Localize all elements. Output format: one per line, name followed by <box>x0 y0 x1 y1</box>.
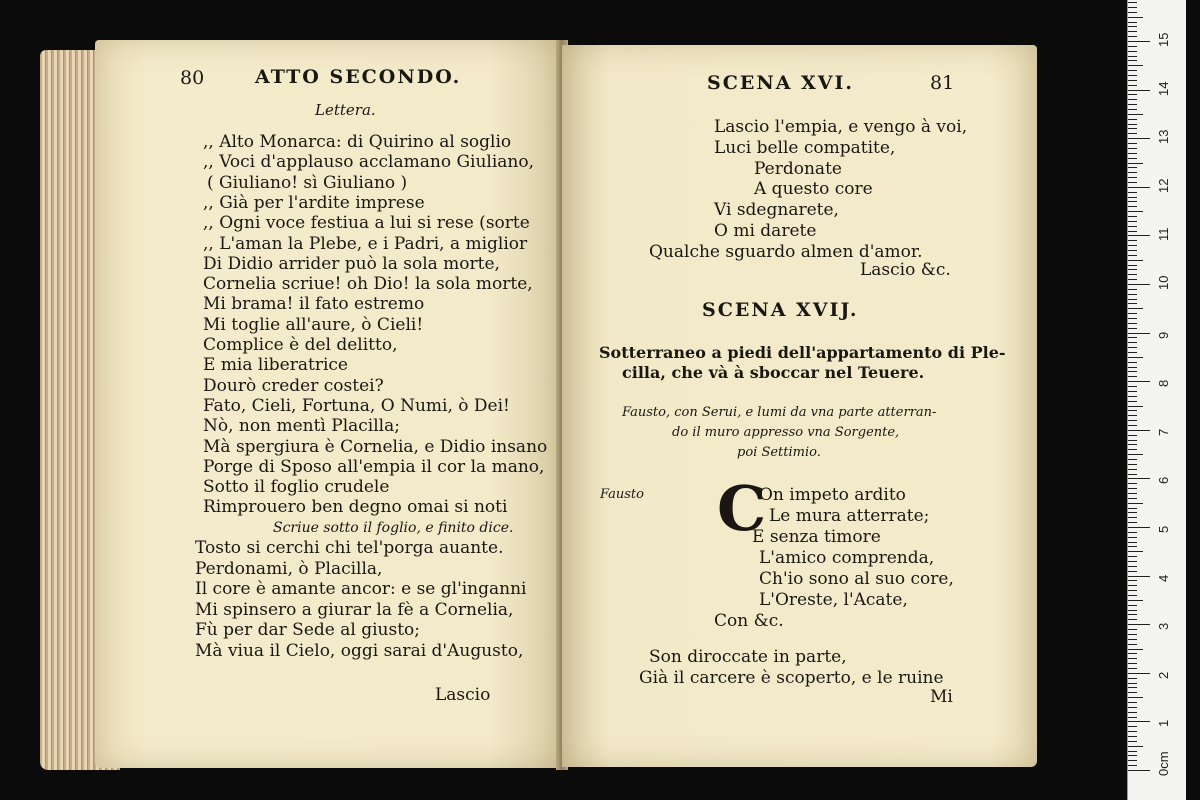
ruler-tick <box>1128 109 1137 110</box>
ruler-tick <box>1128 415 1137 416</box>
ruler-tick <box>1128 342 1137 343</box>
ruler-label: 0cm <box>1156 751 1171 776</box>
ruler-tick <box>1128 90 1150 91</box>
ruler-tick <box>1128 269 1137 270</box>
text-line: Mi toglie all'aure, ò Cieli! <box>203 314 424 335</box>
ruler-tick <box>1128 580 1137 581</box>
ruler-tick <box>1128 158 1137 159</box>
ruler-tick <box>1128 94 1137 95</box>
ruler-tick <box>1128 303 1137 304</box>
text-line: Ch'io sono al suo core, <box>759 569 954 589</box>
ruler-tick <box>1128 308 1143 309</box>
ruler-tick <box>1128 435 1137 436</box>
ruler-label: 13 <box>1156 129 1171 145</box>
ruler-tick <box>1128 289 1137 290</box>
ruler-tick <box>1128 133 1137 134</box>
ruler-tick <box>1128 702 1137 703</box>
ruler-label: 8 <box>1156 379 1171 388</box>
ruler-tick <box>1128 46 1137 47</box>
left-page <box>95 40 560 768</box>
text-line: Vi sdegnarete, <box>714 200 839 221</box>
right-page <box>562 45 1037 767</box>
left-catchword: Lascio <box>435 685 491 705</box>
ruler-tick <box>1128 561 1137 562</box>
ruler-tick <box>1128 444 1137 445</box>
ruler-tick <box>1128 721 1150 722</box>
setting-line-2: cilla, che và à sboccar nel Teuere. <box>622 363 925 382</box>
ruler-tick <box>1128 124 1137 125</box>
ruler-tick <box>1128 760 1137 761</box>
text-line: Sotto il foglio crudele <box>203 477 390 498</box>
ruler-tick <box>1128 673 1150 674</box>
ruler-tick <box>1128 687 1137 688</box>
ruler-label: 3 <box>1156 622 1171 631</box>
ruler-label: 14 <box>1156 81 1171 96</box>
ruler-tick <box>1128 299 1137 300</box>
speaker-name: Fausto <box>600 487 644 502</box>
ruler-tick <box>1128 440 1137 441</box>
ruler-tick <box>1128 425 1137 426</box>
ruler-tick <box>1128 318 1137 319</box>
left-stage-direction: Scriue sotto il foglio, e finito dice. <box>273 520 514 536</box>
ruler-tick <box>1128 474 1137 475</box>
text-line: Qualche sguardo almen d'amor. <box>649 241 923 262</box>
text-line: A questo core <box>754 179 873 200</box>
text-line: Mà viua il Cielo, oggi sarai d'Augusto, <box>195 640 524 661</box>
text-line: On impeto ardito <box>759 485 906 505</box>
ruler-tick <box>1128 595 1137 596</box>
ruler-tick <box>1128 410 1137 411</box>
ruler-tick <box>1128 197 1137 198</box>
ruler-tick <box>1128 114 1143 115</box>
text-line: ,, Alto Monarca: di Quirino al soglio <box>203 132 512 152</box>
ruler-tick <box>1128 22 1137 23</box>
ruler-tick <box>1128 755 1137 756</box>
ruler-tick <box>1128 746 1143 747</box>
ruler-tick <box>1128 41 1150 42</box>
direction-line-1: Fausto, con Serui, e lumi da vna parte atterran- <box>622 405 937 420</box>
left-running-head: ATTO SECONDO. <box>255 66 462 88</box>
direction-line-3: poi Settimio. <box>737 445 821 460</box>
ruler-tick <box>1128 503 1143 504</box>
ruler-tick <box>1128 347 1137 348</box>
text-line: Perdonate <box>754 158 842 179</box>
ruler-tick <box>1128 337 1137 338</box>
ruler-tick <box>1128 357 1143 358</box>
letter-heading: Lettera. <box>315 101 376 119</box>
ruler-label: 11 <box>1156 227 1171 242</box>
ruler-tick <box>1128 697 1143 698</box>
ruler-tick <box>1128 167 1137 168</box>
text-line: Perdonami, ò Placilla, <box>195 558 383 579</box>
ruler-tick <box>1128 546 1137 547</box>
ruler-tick <box>1128 362 1137 363</box>
ruler-tick <box>1128 430 1150 431</box>
text-line: Luci belle compatite, <box>714 137 896 158</box>
ruler-tick <box>1128 736 1137 737</box>
text-line: ( Giuliano! sì Giuliano ) <box>207 172 408 193</box>
ruler-tick <box>1128 265 1137 266</box>
text-line: Complice è del delitto, <box>203 335 398 355</box>
ruler-tick <box>1128 240 1137 241</box>
right-repeat: Lascio &c. <box>860 260 951 280</box>
ruler-tick <box>1128 406 1143 407</box>
ruler-tick <box>1128 12 1137 13</box>
ruler-tick <box>1128 274 1137 275</box>
text-line: Le mura atterrate; <box>769 506 930 526</box>
ruler-tick <box>1128 148 1137 149</box>
ruler-tick <box>1128 483 1137 484</box>
ruler-tick <box>1128 649 1143 650</box>
ruler-tick <box>1128 31 1137 32</box>
ruler-label: 5 <box>1156 525 1171 533</box>
ruler-tick <box>1128 556 1137 557</box>
ruler-tick <box>1128 80 1137 81</box>
ruler-tick <box>1128 478 1150 479</box>
ruler-tick <box>1128 717 1137 718</box>
text-line: Di Didio arrider può la sola morte, <box>203 253 500 274</box>
ruler-tick <box>1128 352 1137 353</box>
ruler-tick <box>1128 600 1143 601</box>
ruler-tick <box>1128 17 1143 18</box>
ruler-tick <box>1128 770 1150 771</box>
ruler-tick <box>1128 99 1137 100</box>
ruler-tick <box>1128 619 1137 620</box>
text-line: Cornelia scriue! oh Dio! la sola morte, <box>203 274 533 295</box>
ruler-tick <box>1128 512 1137 513</box>
ruler-tick <box>1128 576 1150 577</box>
ruler-tick <box>1128 532 1137 533</box>
ruler-label: 12 <box>1156 178 1171 193</box>
right-running-head: SCENA XVI. <box>707 72 855 94</box>
ruler-tick <box>1128 153 1137 154</box>
ruler-tick <box>1128 386 1137 387</box>
text-line: ,, Già per l'ardite imprese <box>203 192 425 213</box>
text-line: Nò, non mentì Placilla; <box>203 416 400 437</box>
ruler-tick <box>1128 508 1137 509</box>
ruler-tick <box>1128 26 1137 27</box>
ruler-tick <box>1128 605 1137 606</box>
ruler-tick <box>1128 381 1150 382</box>
ruler-tick <box>1128 493 1137 494</box>
ruler-tick <box>1128 751 1137 752</box>
text-line: Mi brama! il fato estremo <box>203 294 425 315</box>
ruler-tick <box>1128 250 1137 251</box>
ruler-tick <box>1128 401 1137 402</box>
ruler-tick <box>1128 517 1137 518</box>
ruler-tick <box>1128 75 1137 76</box>
ruler-tick <box>1128 182 1137 183</box>
ruler-tick <box>1128 449 1137 450</box>
text-line: Son diroccate in parte, <box>649 647 847 667</box>
text-line: E mia liberatrice <box>203 355 348 376</box>
ruler-tick <box>1128 726 1137 727</box>
text-line: Il core è amante ancor: e se gl'inganni <box>195 579 527 599</box>
ruler-tick <box>1128 245 1137 246</box>
ruler-tick <box>1128 235 1150 236</box>
text-line: Porge di Sposo all'empia il cor la mano, <box>203 456 545 477</box>
text-line: Mi spinsero a giurar la fè a Cornelia, <box>195 599 514 620</box>
ruler-tick <box>1128 692 1137 693</box>
text-line: Lascio l'empia, e vengo à voi, <box>714 117 968 137</box>
ruler-tick <box>1128 571 1137 572</box>
ruler-tick <box>1128 192 1137 193</box>
ruler-tick <box>1128 765 1137 766</box>
ruler-tick <box>1128 629 1137 630</box>
right-page-number: 81 <box>930 72 955 94</box>
ruler-tick <box>1128 454 1143 455</box>
text-line: Tosto si cerchi chi tel'porga auante. <box>195 538 504 558</box>
measurement-ruler <box>1127 0 1186 800</box>
ruler-tick <box>1128 128 1137 129</box>
ruler-tick <box>1128 420 1137 421</box>
ruler-tick <box>1128 367 1137 368</box>
ruler-tick <box>1128 143 1137 144</box>
ruler-tick <box>1128 221 1137 222</box>
ruler-tick <box>1128 488 1137 489</box>
ruler-tick <box>1128 60 1137 61</box>
text-line: Rimprouero ben degno omai si noti <box>203 497 508 518</box>
text-line: E senza timore <box>752 527 881 547</box>
text-line: L'amico comprenda, <box>759 548 935 568</box>
ruler-label: 1 <box>1156 720 1171 728</box>
ruler-tick <box>1128 65 1143 66</box>
drop-cap: C <box>717 472 767 545</box>
ruler-tick <box>1128 469 1137 470</box>
ruler-tick <box>1128 634 1137 635</box>
ruler-tick <box>1128 668 1137 669</box>
ruler-tick <box>1128 624 1150 625</box>
text-line: L'Oreste, l'Acate, <box>759 590 908 610</box>
ruler-tick <box>1128 551 1143 552</box>
ruler-tick <box>1128 51 1137 52</box>
ruler-tick <box>1128 663 1137 664</box>
ruler-tick <box>1128 678 1137 679</box>
ruler-label: 10 <box>1156 275 1171 290</box>
ruler-tick <box>1128 542 1137 543</box>
ruler-tick <box>1128 537 1137 538</box>
ruler-tick <box>1128 255 1137 256</box>
ruler-tick <box>1128 328 1137 329</box>
ruler-tick <box>1128 187 1150 188</box>
ruler-tick <box>1128 2 1137 3</box>
ruler-tick <box>1128 644 1137 645</box>
ruler-tick <box>1128 585 1137 586</box>
text-line: Già il carcere è scoperto, e le ruine <box>639 667 944 688</box>
text-line: ,, Ogni voce festiua a lui si rese (sorte <box>203 213 530 234</box>
ruler-tick <box>1128 206 1137 207</box>
ruler-tick <box>1128 639 1137 640</box>
ruler-tick <box>1128 216 1137 217</box>
ruler-tick <box>1128 7 1137 8</box>
text-line: Mà spergiura è Cornelia, e Didio insano <box>203 436 548 457</box>
ruler-label: 7 <box>1156 428 1171 436</box>
ruler-tick <box>1128 104 1137 105</box>
ruler-tick <box>1128 712 1137 713</box>
direction-line-2: do il muro appresso vna Sorgente, <box>672 425 900 440</box>
ruler-tick <box>1128 371 1137 372</box>
ruler-tick <box>1128 464 1137 465</box>
ruler-tick <box>1128 614 1137 615</box>
ruler-tick <box>1128 653 1137 654</box>
ruler-tick <box>1128 313 1137 314</box>
ruler-tick <box>1128 610 1137 611</box>
ruler-tick <box>1128 279 1137 280</box>
ruler-tick <box>1128 323 1137 324</box>
ruler-tick <box>1128 707 1137 708</box>
ruler-tick <box>1128 56 1137 57</box>
ruler-tick <box>1128 70 1137 71</box>
text-line: ,, L'aman la Plebe, e i Padri, a miglior <box>203 233 528 254</box>
ruler-tick <box>1128 376 1137 377</box>
ruler-tick <box>1128 163 1143 164</box>
ruler-tick <box>1128 201 1137 202</box>
ruler-tick <box>1128 260 1143 261</box>
ruler-tick <box>1128 85 1137 86</box>
text-line: Fato, Cieli, Fortuna, O Numi, ò Dei! <box>203 395 510 416</box>
ruler-tick <box>1128 527 1150 528</box>
ruler-tick <box>1128 658 1137 659</box>
ruler-tick <box>1128 294 1137 295</box>
text-line: Con &c. <box>714 611 784 631</box>
ruler-tick <box>1128 177 1137 178</box>
setting-line-1: Sotterraneo a piedi dell'appartamento di Ple- <box>599 343 1006 362</box>
right-catchword: Mi <box>930 687 953 707</box>
ruler-tick <box>1128 211 1143 212</box>
ruler-tick <box>1128 284 1150 285</box>
ruler-label: 4 <box>1156 574 1171 582</box>
ruler-label: 6 <box>1156 477 1171 485</box>
ruler-tick <box>1128 459 1137 460</box>
ruler-tick <box>1128 36 1137 37</box>
text-line: Dourò creder costei? <box>203 375 384 396</box>
text-line: ,, Voci d'applauso acclamano Giuliano, <box>203 152 535 173</box>
text-line: Fù per dar Sede al giusto; <box>195 620 420 640</box>
ruler-tick <box>1128 741 1137 742</box>
ruler-tick <box>1128 396 1137 397</box>
ruler-tick <box>1128 522 1137 523</box>
ruler-tick <box>1128 391 1137 392</box>
ruler-label: 9 <box>1156 331 1171 339</box>
ruler-tick <box>1128 731 1137 732</box>
ruler-tick <box>1128 590 1137 591</box>
ruler-tick <box>1128 119 1137 120</box>
ruler-label: 15 <box>1156 32 1171 47</box>
ruler-tick <box>1128 498 1137 499</box>
ruler-label: 2 <box>1156 671 1171 679</box>
text-line: O mi darete <box>714 221 817 241</box>
ruler-tick <box>1128 226 1137 227</box>
scene-heading: SCENA XVIJ. <box>702 299 859 321</box>
ruler-tick <box>1128 138 1150 139</box>
ruler-tick <box>1128 231 1137 232</box>
left-page-number: 80 <box>180 67 205 89</box>
ruler-tick <box>1128 172 1137 173</box>
ruler-tick <box>1128 566 1137 567</box>
ruler-tick <box>1128 683 1137 684</box>
ruler-tick <box>1128 333 1150 334</box>
